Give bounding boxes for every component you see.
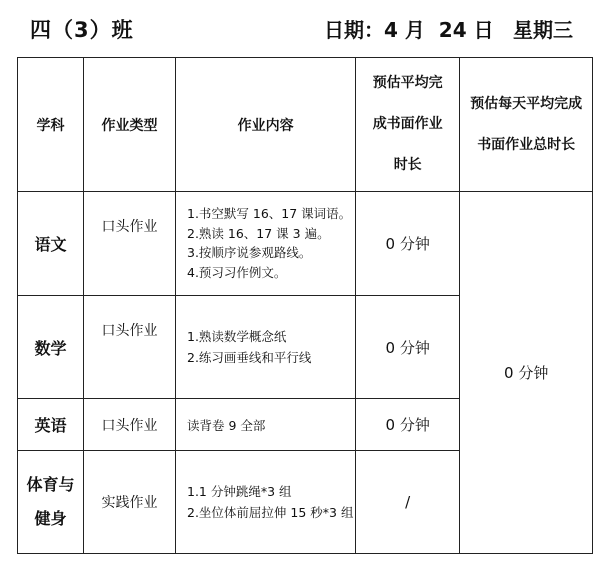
time-cell: 0 分钟 [356, 399, 460, 451]
content-cell [176, 192, 356, 296]
time-cell: 0 分钟 [356, 296, 460, 399]
daily-total-cell: 0 分钟 [460, 192, 593, 554]
subject-line-1: 体育与 [26, 475, 75, 494]
avg-time-line-2: 成书面作业 [372, 116, 443, 132]
daily-total-line-1: 预估每天平均完成 [470, 95, 583, 112]
content-cell [176, 451, 356, 554]
subject-line-2: 健身 [34, 509, 67, 528]
col-header-type: 作业类型 [84, 58, 176, 192]
daily-total-line-2: 书面作业总时长 [477, 136, 576, 153]
content-line: 1.书空默写 16、17 课词语。 [187, 206, 352, 221]
subject-cell: 数学 [18, 296, 84, 399]
col-header-content: 作业内容 [176, 58, 356, 192]
date-label: 日期：4 月 24 日 [324, 18, 494, 42]
content-line: 1.熟读数学概念纸 [187, 329, 287, 344]
avg-time-line-3: 时长 [393, 157, 422, 173]
type-cell: 口头作业 [84, 296, 176, 399]
time-cell: / [356, 451, 460, 554]
content-line: 2.练习画垂线和平行线 [187, 350, 312, 365]
subject-cell: 语文 [18, 192, 84, 296]
homework-table [17, 57, 593, 554]
table-header-row [18, 58, 593, 192]
content-line: 2.熟读 16、17 课 3 遍。 [187, 225, 330, 241]
table-row [18, 192, 593, 296]
content-cell [176, 296, 356, 399]
content-line: 2.坐位体前屈拉伸 15 秒*3 组 [187, 505, 354, 520]
type-cell: 口头作业 [84, 399, 176, 451]
content-line: 4.预习习作例文。 [187, 264, 287, 280]
content-cell: 读背卷 9 全部 [176, 399, 356, 451]
col-header-subject: 学科 [18, 58, 84, 192]
type-cell: 实践作业 [84, 451, 176, 554]
time-cell: 0 分钟 [356, 192, 460, 296]
type-cell: 口头作业 [84, 192, 176, 296]
subject-cell: 英语 [18, 399, 84, 451]
col-header-daily-total [460, 58, 593, 192]
content-line: 1.1 分钟跳绳*3 组 [187, 484, 292, 499]
col-header-avg-time [356, 58, 460, 192]
avg-time-line-1: 预估平均完 [372, 75, 443, 91]
content-line: 3.按顺序说参观路线。 [187, 245, 312, 260]
class-label: 四（3）班 [30, 18, 134, 42]
weekday-label: 星期三 [513, 18, 573, 42]
subject-cell [18, 451, 84, 554]
